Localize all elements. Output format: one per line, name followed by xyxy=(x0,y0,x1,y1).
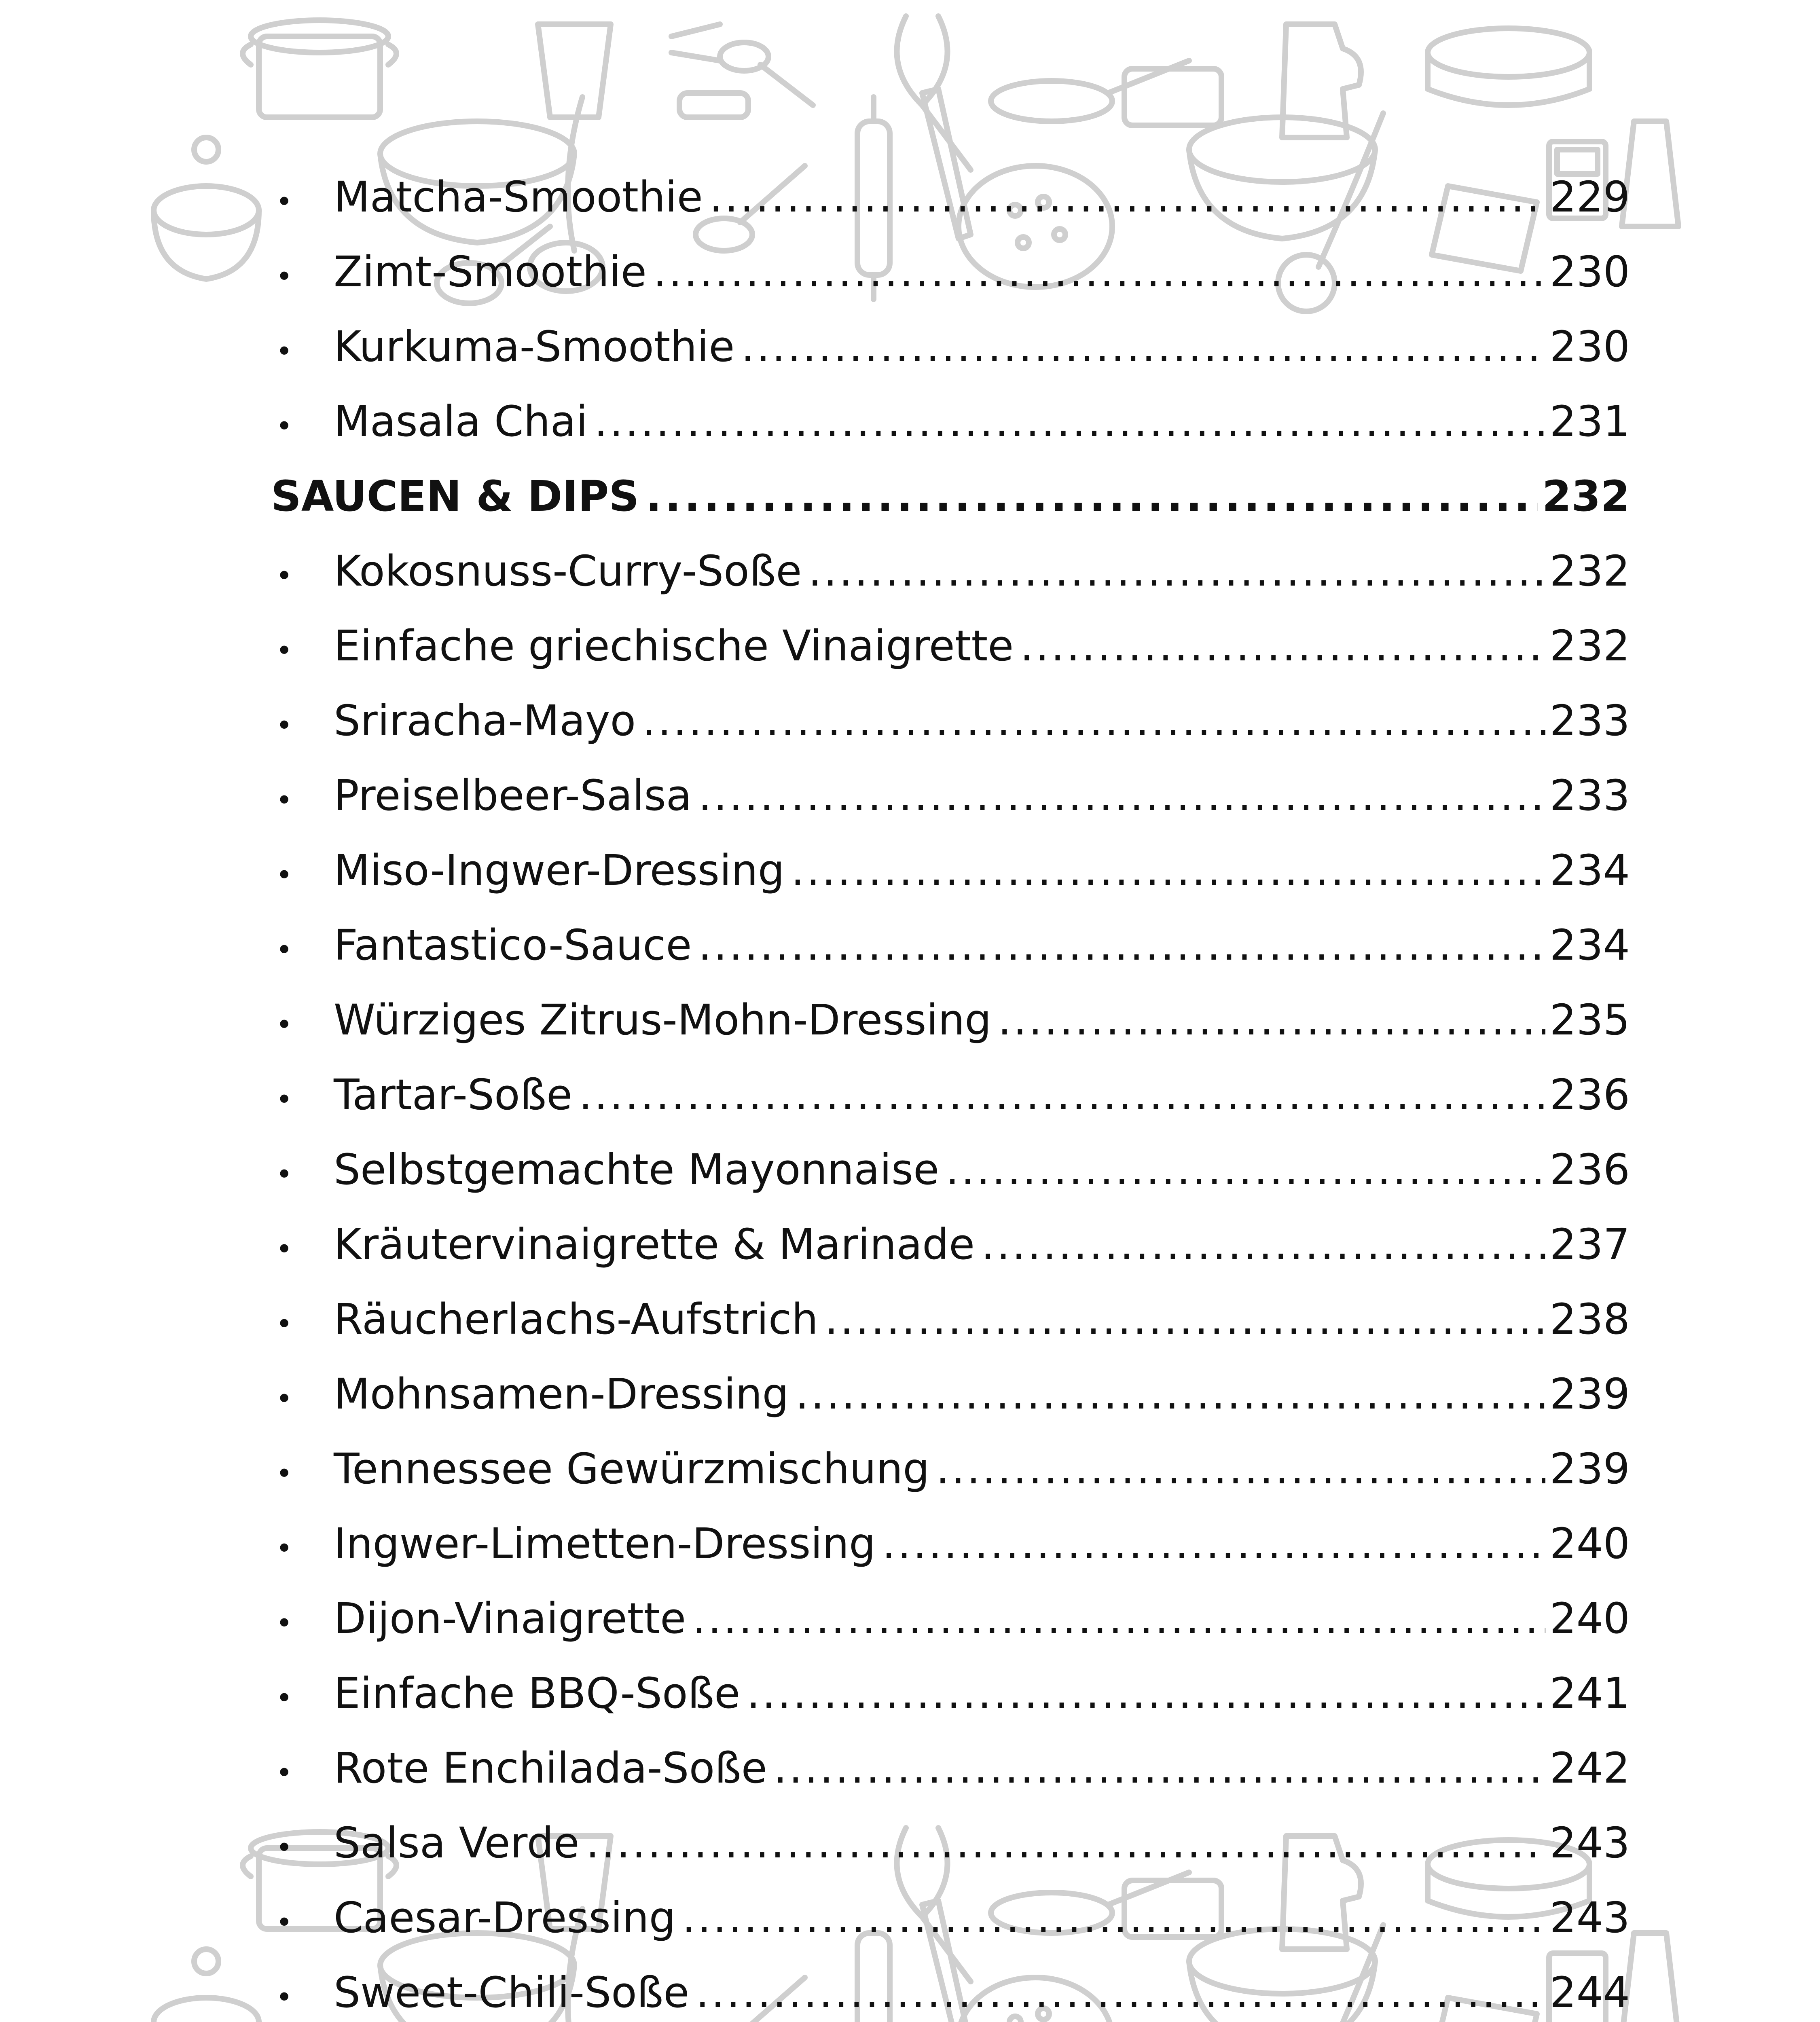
dot-leader xyxy=(653,241,1546,302)
toc-entry-page: 230 xyxy=(1549,322,1630,371)
bullet-icon: • xyxy=(276,784,293,817)
toc-entry[interactable] xyxy=(271,1513,1630,1574)
toc-entry-title: Sweet-Chili-Soße xyxy=(334,1968,690,2017)
dot-leader xyxy=(825,1289,1546,1349)
toc-entry[interactable] xyxy=(271,1064,1630,1125)
dot-leader xyxy=(741,316,1545,377)
bullet-icon: • xyxy=(276,1457,293,1490)
bullet-icon: • xyxy=(276,634,293,667)
toc-entry-page: 243 xyxy=(1549,1893,1630,1942)
toc-entry-page: 238 xyxy=(1549,1294,1630,1344)
bullet-icon: • xyxy=(276,933,293,967)
toc-entry[interactable] xyxy=(271,391,1630,452)
toc-entry-page: 231 xyxy=(1549,397,1630,446)
bullet-icon: • xyxy=(276,1681,293,1715)
toc-entry-page: 244 xyxy=(1549,1968,1630,2017)
dot-leader xyxy=(709,167,1546,227)
bullet-icon: • xyxy=(276,1233,293,1266)
dot-leader xyxy=(946,1139,1545,1200)
toc-entry[interactable] xyxy=(271,990,1630,1050)
toc-entry-title: Kurkuma-Smoothie xyxy=(334,322,735,371)
toc-entry[interactable] xyxy=(271,1588,1630,1649)
dot-leader xyxy=(882,1513,1545,1574)
toc-entry[interactable] xyxy=(271,1738,1630,1798)
bullet-icon: • xyxy=(276,410,293,443)
dot-leader xyxy=(808,541,1545,601)
dot-leader xyxy=(594,391,1545,452)
dot-leader xyxy=(698,765,1545,826)
dot-leader xyxy=(642,690,1545,751)
toc-entry-page: 229 xyxy=(1549,172,1630,222)
bullet-icon: • xyxy=(276,335,293,368)
bullet-icon: • xyxy=(276,1906,293,1939)
toc-entry[interactable] xyxy=(271,1663,1630,1724)
toc-entry-title: Tennessee Gewürzmischung xyxy=(334,1444,930,1493)
toc-entry[interactable] xyxy=(271,690,1630,751)
toc-entry-title: Zimt-Smoothie xyxy=(334,247,647,296)
toc-entry-title: Einfache BBQ-Soße xyxy=(334,1669,741,1718)
bullet-icon: • xyxy=(276,1532,293,1565)
toc-entry-title: Würziges Zitrus-Mohn-Dressing xyxy=(334,995,992,1045)
toc-entry-title: Räucherlachs-Aufstrich xyxy=(334,1294,818,1344)
toc-entry-title: Selbstgemachte Mayonnaise xyxy=(334,1145,940,1194)
toc-entry-title: Miso-Ingwer-Dressing xyxy=(334,846,785,895)
bullet-icon: • xyxy=(276,709,293,742)
toc-entry-page: 240 xyxy=(1549,1519,1630,1568)
toc-entry-page: 233 xyxy=(1549,696,1630,745)
bullet-icon: • xyxy=(276,1158,293,1191)
dot-leader xyxy=(586,1813,1546,1873)
bullet-icon: • xyxy=(276,559,293,592)
bullet-icon: • xyxy=(276,1831,293,1864)
toc-section-heading[interactable] xyxy=(271,466,1630,527)
dot-leader xyxy=(579,1064,1545,1125)
toc-entry[interactable] xyxy=(271,167,1630,227)
dot-leader xyxy=(1020,615,1545,676)
dot-leader xyxy=(696,1962,1545,2022)
toc-entry-title: Dijon-Vinaigrette xyxy=(334,1594,686,1643)
toc-entry-page: 241 xyxy=(1549,1669,1630,1718)
toc-entry-title: Rote Enchilada-Soße xyxy=(334,1743,767,1793)
toc-entry-title: Sriracha-Mayo xyxy=(334,696,636,745)
dot-leader xyxy=(936,1438,1545,1499)
dot-leader xyxy=(796,1364,1546,1424)
toc-entry-title: Einfache griechische Vinaigrette xyxy=(334,621,1014,670)
toc-entry-page: 235 xyxy=(1549,995,1630,1045)
toc-entry-title: Masala Chai xyxy=(334,397,588,446)
toc-entry-title: Preiselbeer-Salsa xyxy=(334,771,692,820)
bullet-icon: • xyxy=(276,1083,293,1116)
toc-section-page: 232 xyxy=(1542,472,1630,521)
toc-entry-page: 230 xyxy=(1549,247,1630,296)
toc-entry-page: 240 xyxy=(1549,1594,1630,1643)
toc-entry[interactable] xyxy=(271,1438,1630,1499)
toc-entry-page: 237 xyxy=(1549,1220,1630,1269)
toc-entry[interactable] xyxy=(271,1139,1630,1200)
toc-entry-title: Kokosnuss-Curry-Soße xyxy=(334,546,802,596)
dot-leader xyxy=(774,1738,1546,1798)
toc-entry[interactable] xyxy=(271,241,1630,302)
toc-entry[interactable] xyxy=(271,1887,1630,1948)
toc-entry-title: Tartar-Soße xyxy=(334,1070,573,1119)
toc-entry-title: Ingwer-Limetten-Dressing xyxy=(334,1519,876,1568)
toc-entry[interactable] xyxy=(271,915,1630,975)
toc-entry[interactable] xyxy=(271,1364,1630,1424)
toc-entry-page: 239 xyxy=(1549,1444,1630,1493)
dot-leader xyxy=(645,466,1538,527)
toc-entry[interactable] xyxy=(271,1289,1630,1349)
bullet-icon: • xyxy=(276,1607,293,1640)
toc-entry-page: 232 xyxy=(1549,621,1630,670)
dot-leader xyxy=(682,1887,1546,1948)
dot-leader xyxy=(981,1214,1545,1275)
toc-entry[interactable] xyxy=(271,541,1630,601)
toc-entry-page: 239 xyxy=(1549,1369,1630,1419)
toc-entry-title: Caesar-Dressing xyxy=(334,1893,676,1942)
toc-entry-title: Mohnsamen-Dressing xyxy=(334,1369,789,1419)
toc-entry-title: Salsa Verde xyxy=(334,1818,580,1868)
toc-entry-page: 233 xyxy=(1549,771,1630,820)
toc-entry-page: 232 xyxy=(1549,546,1630,596)
dot-leader xyxy=(692,1588,1545,1649)
bullet-icon: • xyxy=(276,859,293,892)
dot-leader xyxy=(791,840,1546,901)
bullet-icon: • xyxy=(276,185,293,218)
toc-entry-title: Kräutervinaigrette & Marinade xyxy=(334,1220,975,1269)
bullet-icon: • xyxy=(276,260,293,293)
toc-entry[interactable] xyxy=(271,765,1630,826)
bullet-icon: • xyxy=(276,1981,293,2014)
toc-entry-page: 236 xyxy=(1549,1070,1630,1119)
toc-entry-page: 234 xyxy=(1549,920,1630,970)
toc-entry[interactable] xyxy=(271,840,1630,901)
toc-entry[interactable] xyxy=(271,1962,1630,2022)
bullet-icon: • xyxy=(276,1756,293,1789)
toc-entry-page: 243 xyxy=(1549,1818,1630,1868)
toc-entry[interactable] xyxy=(271,615,1630,676)
toc-entry-title: Matcha-Smoothie xyxy=(334,172,703,222)
toc-entry[interactable] xyxy=(271,316,1630,377)
toc-entry-page: 236 xyxy=(1549,1145,1630,1194)
dot-leader xyxy=(998,990,1545,1050)
bullet-icon: • xyxy=(276,1008,293,1041)
toc-entry[interactable] xyxy=(271,1813,1630,1873)
toc-entry[interactable] xyxy=(271,1214,1630,1275)
bullet-icon: • xyxy=(276,1382,293,1415)
toc-entry-page: 234 xyxy=(1549,846,1630,895)
dot-leader xyxy=(747,1663,1545,1724)
toc-section-title: SAUCEN & DIPS xyxy=(271,472,639,521)
toc-entry-title: Fantastico-Sauce xyxy=(334,920,692,970)
toc-entry-page: 242 xyxy=(1549,1743,1630,1793)
bullet-icon: • xyxy=(276,1307,293,1341)
dot-leader xyxy=(698,915,1545,975)
